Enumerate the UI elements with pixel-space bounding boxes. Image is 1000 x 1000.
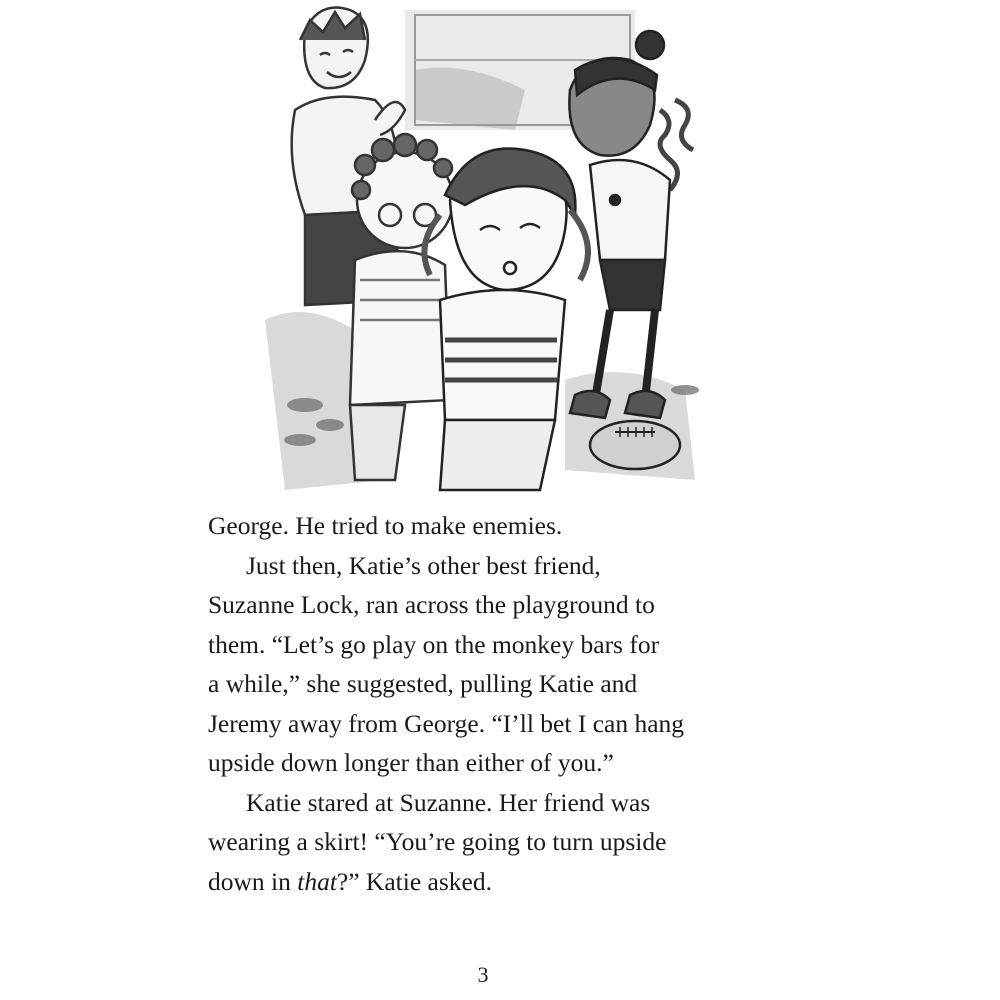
story-illustration: [265, 0, 715, 500]
curly-haired-girl-figure: [350, 134, 453, 480]
page-number: 3: [477, 962, 489, 987]
katie-figure: [424, 148, 588, 490]
text-line: upside down longer than either of you.”: [208, 748, 614, 777]
text-line: them. “Let’s go play on the monkey bars for: [208, 629, 660, 659]
text-line-last: [208, 862, 768, 902]
text-line: a while,” she suggested, pulling Katie and: [208, 669, 638, 698]
text-line: Just then, Katie’s other best friend,: [246, 550, 601, 580]
text-line: George. He tried to make enemies.: [208, 511, 563, 540]
text-segment: ?” Katie asked.: [336, 866, 492, 896]
story-text: [208, 506, 768, 901]
text-line: Suzanne Lock, ran across the playground to: [208, 590, 655, 619]
text-segment: down in: [208, 866, 298, 896]
text-line: Katie stared at Suzanne. Her friend was: [246, 787, 651, 817]
text-line: Jeremy away from George. “I’ll bet I can hang: [208, 708, 685, 738]
football-icon: [590, 421, 680, 469]
suzanne-figure: [569, 31, 693, 418]
text-line: wearing a skirt! “You’re going to turn upside: [208, 827, 667, 856]
emphasis-text: that: [297, 866, 337, 896]
